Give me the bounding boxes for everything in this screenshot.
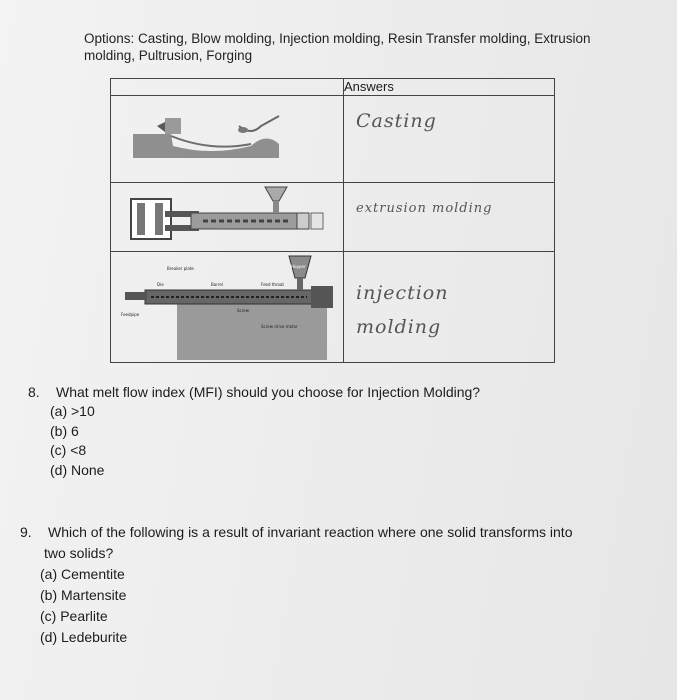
table-row bbox=[111, 96, 555, 183]
label-barrel: Barrel bbox=[211, 282, 223, 287]
question-8 bbox=[28, 382, 480, 480]
answer-cell bbox=[344, 96, 555, 183]
question-text-line1: Which of the following is a result of invariant reaction where one solid transforms into bbox=[48, 524, 573, 540]
label-screw-drive-motor: Screw drive motor bbox=[261, 324, 298, 329]
option-b: (b) 6 bbox=[50, 422, 79, 439]
answer-handwriting-line1: injection bbox=[356, 282, 449, 304]
question-9 bbox=[20, 522, 668, 648]
option-a: (a) Cementite bbox=[40, 566, 125, 582]
label-screw: Screw bbox=[237, 308, 250, 313]
label-feedpipe: Feedpipe bbox=[121, 312, 140, 317]
answers-table bbox=[110, 78, 555, 363]
answer-cell bbox=[344, 183, 555, 252]
answer-cell bbox=[344, 252, 555, 363]
table-row bbox=[111, 252, 555, 363]
answer-handwriting: extrusion molding bbox=[356, 201, 493, 216]
answers-header: Answers bbox=[344, 79, 555, 96]
label-breaker-plate: Breaker plate bbox=[167, 266, 194, 271]
option-b: (b) Martensite bbox=[40, 587, 127, 603]
table-row bbox=[111, 183, 555, 252]
question-text: What melt flow index (MFI) should you choose for Injection Molding? bbox=[56, 384, 481, 400]
question-9-stem bbox=[20, 522, 668, 543]
question-number: 8. bbox=[28, 384, 40, 400]
question-text-line2: two solids? bbox=[44, 545, 114, 561]
option-a: (a) >10 bbox=[50, 403, 95, 419]
blank-header-cell bbox=[111, 79, 344, 96]
label-die: Die bbox=[157, 282, 164, 287]
option-c: (c) Pearlite bbox=[40, 608, 108, 624]
answer-handwriting-line2: molding bbox=[356, 316, 442, 338]
option-c: (c) <8 bbox=[50, 442, 87, 458]
option-d: (d) Ledeburite bbox=[40, 629, 128, 645]
label-hopper: Hopper bbox=[291, 264, 306, 269]
question-8-stem bbox=[28, 382, 480, 402]
casting-illustration bbox=[111, 96, 344, 183]
label-feed-throat: Feed throat bbox=[261, 282, 284, 287]
extrusion-machine-illustration bbox=[111, 183, 344, 252]
options-text: Options: Casting, Blow molding, Injection molding, Resin Transfer molding, Extrusion molding, Pultrusion, Forging bbox=[84, 31, 591, 63]
injection-machine-illustration bbox=[111, 252, 344, 363]
option-d: (d) None bbox=[50, 461, 105, 478]
answer-handwriting: Casting bbox=[356, 110, 437, 132]
question-number: 9. bbox=[20, 524, 32, 540]
